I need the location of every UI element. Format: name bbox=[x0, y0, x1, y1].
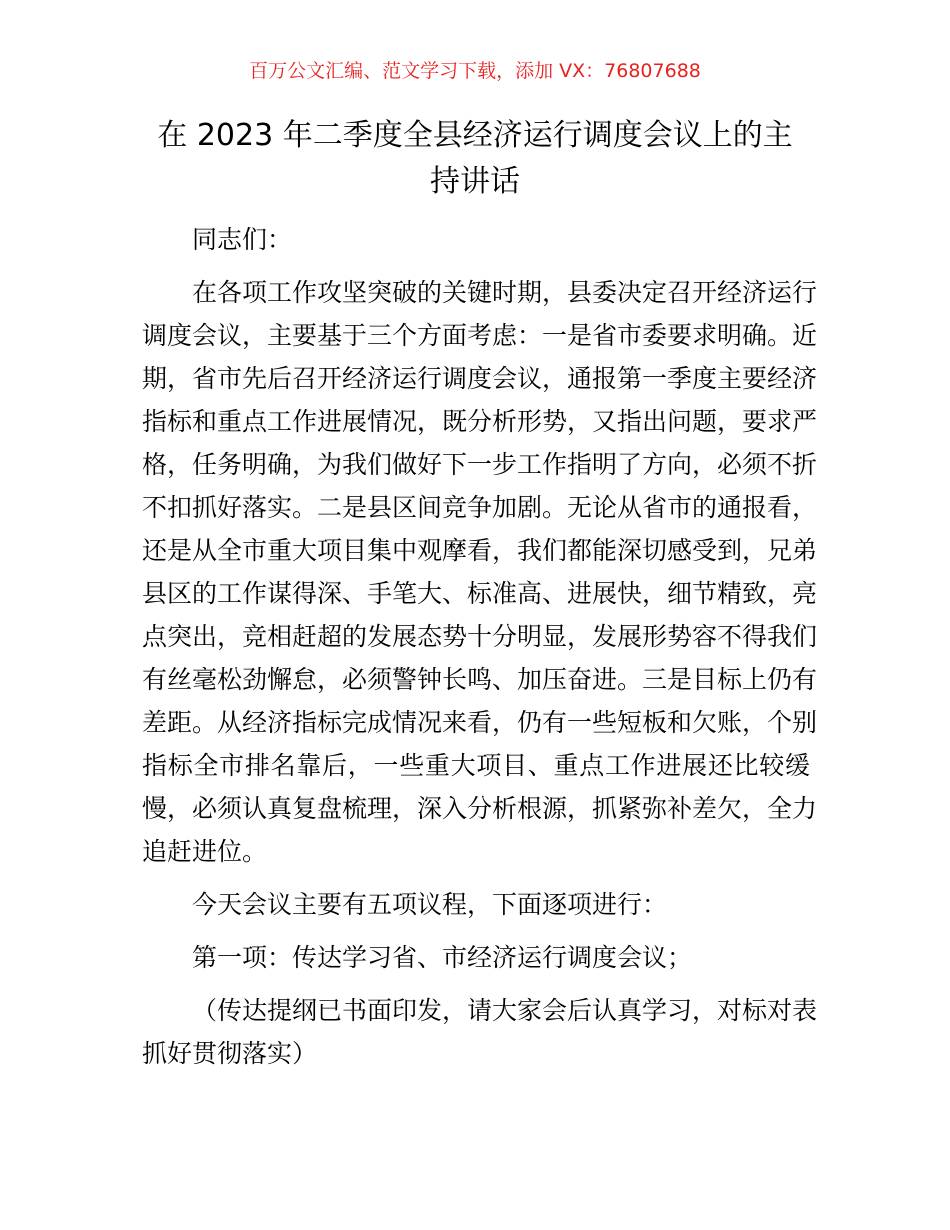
text-line: 今天会议主要有五项议程，下面逐项进行： bbox=[192, 890, 668, 919]
document-body bbox=[142, 218, 818, 1085]
paragraph bbox=[142, 989, 818, 1075]
paragraph bbox=[142, 936, 810, 979]
document-title bbox=[130, 113, 820, 205]
title-line: 在 2023 年二季度全县经济运行调度会议上的主 bbox=[157, 118, 793, 153]
text-line: 县区的工作谋得深、手笔大、标准高、进展快，细节精致，亮 bbox=[142, 579, 818, 608]
text-line: 同志们： bbox=[192, 225, 293, 254]
watermark-banner: 百万公文汇编、范文学习下载，添加 VX：76807688 bbox=[249, 60, 701, 82]
title-line: 持讲话 bbox=[430, 164, 520, 199]
text-line: 第一项：传达学习省、市经济运行调度会议； bbox=[192, 943, 693, 972]
text-line: （传达提纲已书面印发，请大家会后认真学习，对标对表 bbox=[192, 996, 818, 1025]
paragraph bbox=[142, 271, 818, 873]
text-line: 点突出，竞相赶超的发展态势十分明显，发展形势容不得我们 bbox=[142, 622, 818, 651]
text-line: 抓好贯彻落实） bbox=[142, 1039, 318, 1068]
text-line: 在各项工作攻坚突破的关键时期，县委决定召开经济运行 bbox=[192, 278, 818, 307]
text-line: 还是从全市重大项目集中观摩看，我们都能深切感受到，兄弟 bbox=[142, 536, 818, 565]
text-line: 指标和重点工作进展情况，既分析形势，又指出问题，要求严 bbox=[142, 407, 818, 436]
text-line: 差距。从经济指标完成情况来看，仍有一些短板和欠账，个别 bbox=[142, 708, 818, 737]
text-line: 追赶进位。 bbox=[142, 837, 268, 866]
text-line: 有丝毫松劲懈怠，必须警钟长鸣、加压奋进。三是目标上仍有 bbox=[142, 665, 818, 694]
text-line: 格，任务明确，为我们做好下一步工作指明了方向，必须不折 bbox=[142, 450, 818, 479]
text-line: 不扣抓好落实。二是县区间竞争加剧。无论从省市的通报看， bbox=[142, 493, 818, 522]
paragraph bbox=[142, 218, 810, 261]
text-line: 期，省市先后召开经济运行调度会议，通报第一季度主要经济 bbox=[142, 364, 818, 393]
paragraph bbox=[142, 883, 810, 926]
text-line: 指标全市排名靠后，一些重大项目、重点工作进展还比较缓 bbox=[142, 751, 810, 780]
text-line: 调度会议，主要基于三个方面考虑：一是省市委要求明确。近 bbox=[142, 321, 818, 350]
text-line: 慢，必须认真复盘梳理，深入分析根源，抓紧弥补差欠，全力 bbox=[142, 794, 818, 823]
